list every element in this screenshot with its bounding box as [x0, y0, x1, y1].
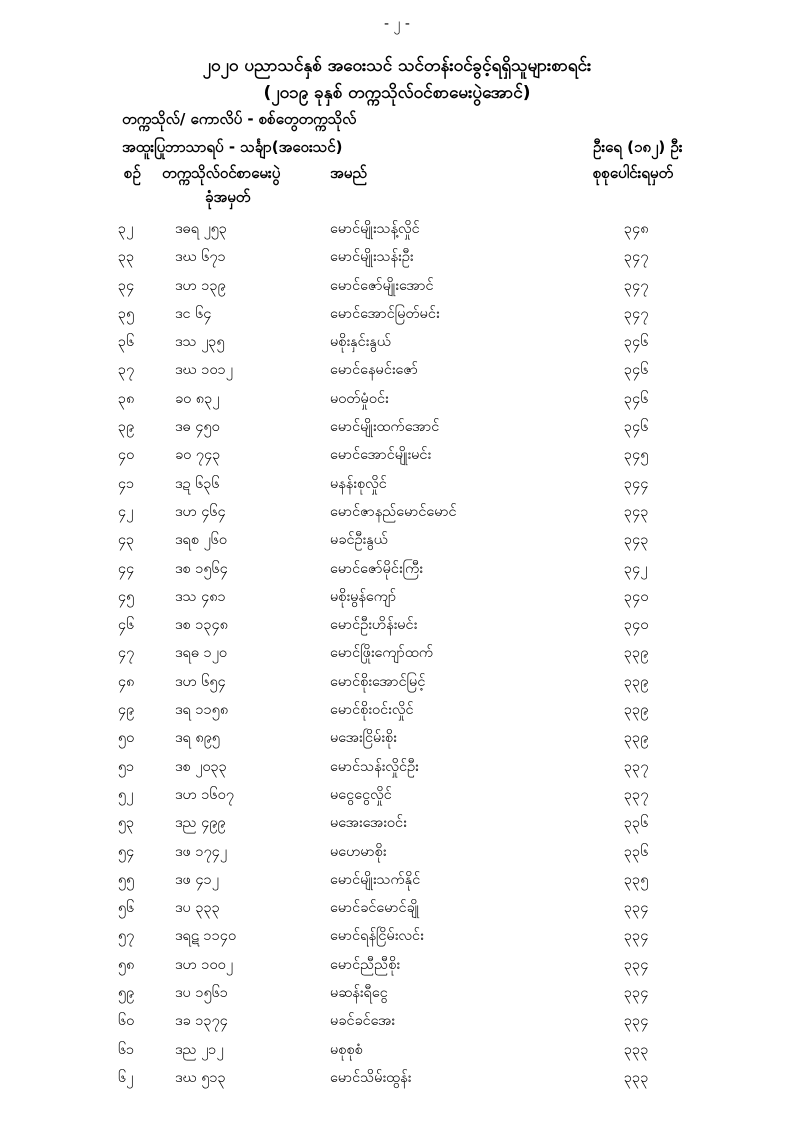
table-row — [0, 812, 794, 840]
student-name: မခင်ဦးနွယ် — [330, 532, 388, 549]
row-number: ၅၄ — [118, 843, 135, 860]
total-marks: ၃၃၉ — [624, 673, 649, 690]
row-number: ၄၇ — [118, 645, 135, 662]
student-name: မောင်သိမ်းထွန်း — [330, 1069, 412, 1086]
total-marks: ၃၃၃ — [624, 1069, 649, 1086]
table-row — [0, 784, 794, 812]
row-number: ၃၅ — [118, 305, 135, 322]
student-name: မခင်ခင်အေး — [330, 1013, 395, 1030]
student-name: မနန်းစုလှိုင် — [330, 475, 387, 492]
table-row — [0, 727, 794, 755]
student-name: မောင်ဇာနည်မောင်မောင် — [330, 503, 457, 520]
header-no: စဉ် — [124, 164, 141, 182]
table-row — [0, 869, 794, 897]
table-row — [0, 416, 794, 444]
total-marks: ၃၄၂ — [624, 560, 648, 577]
student-name: မောင်ခင်မောင်ချို — [330, 900, 420, 917]
row-number: ၅၇ — [118, 928, 135, 945]
roll-number: ဒရ ၈၉၅ — [175, 730, 221, 747]
student-name: မောင်ရန်ငြိမ်းလင်း — [330, 928, 424, 945]
student-name: မောင်ဖြိုးကျော်ထက် — [330, 645, 434, 662]
roll-number: ဒင ၆၄ — [175, 305, 212, 322]
row-number: ၅၉ — [118, 985, 135, 1002]
roll-number: ဒစ ၁၅၆၄ — [175, 560, 228, 577]
student-name: မအေးငြိမ်းစိုး — [330, 730, 397, 747]
student-name: မောင်ဇော်မျိုးအောင် — [330, 277, 434, 294]
student-name: မောင်ညီညီစိုး — [330, 956, 401, 973]
student-name: မစိုးနှင်းနွယ် — [330, 334, 391, 351]
table-row — [0, 642, 794, 670]
row-number: ၄၄ — [118, 560, 135, 577]
roll-number: ဒသ ၄၈၁ — [175, 588, 226, 605]
total-marks: ၃၄၆ — [624, 419, 649, 436]
student-name: မောင်မျိုးသက်နိုင် — [330, 871, 421, 888]
student-name: မောင်သန်းလှိုင်ဦး — [330, 758, 419, 775]
table-row — [0, 558, 794, 586]
row-number: ၄၈ — [118, 673, 135, 690]
roll-number: ဒရဋ ၁၁၄၀ — [175, 928, 237, 945]
row-number: ၄၃ — [118, 532, 135, 549]
total-marks: ၃၄၃ — [624, 503, 649, 520]
total-marks: ၃၄၇ — [624, 249, 649, 266]
row-number: ၃၉ — [118, 419, 135, 436]
roll-number: ဒဟ ၁၆၀၇ — [175, 786, 234, 803]
total-marks: ၃၃၉ — [624, 645, 649, 662]
student-name: မောင်စိုးအောင်မြင့် — [330, 673, 426, 690]
roll-number: ဒဟ ၁၃၉ — [175, 277, 226, 294]
row-number: ၃၇ — [118, 362, 135, 379]
total-marks: ၃၄၇ — [624, 305, 649, 322]
row-number: ၆၂ — [118, 1069, 134, 1086]
header-roll-number: တက္ကသိုလ်ဝင်စာမေးပွဲ — [162, 164, 281, 182]
table-row — [0, 444, 794, 472]
total-marks: ၃၃၉ — [624, 730, 649, 747]
table-row — [0, 473, 794, 501]
table-row — [0, 841, 794, 869]
student-name: မောင်အောင်မြတ်မင်း — [330, 305, 440, 322]
total-marks: ၃၄၀ — [624, 588, 649, 605]
roll-number: ဒသ ၂၃၅ — [175, 334, 225, 351]
table-row — [0, 246, 794, 274]
document-subtitle: (၂၀၁၉ ခုနှစ် တက္ကသိုလ်ဝင်စာမေးပွဲအောင်) — [263, 83, 531, 103]
table-row — [0, 925, 794, 953]
table-row — [0, 982, 794, 1010]
roll-number: ဒဍ ၆၃၆ — [175, 475, 220, 492]
total-marks: ၃၃၉ — [624, 702, 649, 719]
table-row — [0, 501, 794, 529]
row-number: ၅၃ — [118, 815, 135, 832]
student-name: မငွေငွေလှိုင် — [330, 786, 392, 803]
total-marks: ၃၃၄ — [624, 985, 649, 1002]
row-number: ၅၅ — [118, 871, 135, 888]
table-row — [0, 331, 794, 359]
table-row — [0, 614, 794, 642]
table-row — [0, 1039, 794, 1067]
row-number: ၄၆ — [118, 617, 135, 634]
student-name: မောင်မျိုးသန်းဦး — [330, 249, 414, 266]
roll-number: ဒပ ၃၃၃ — [175, 900, 220, 917]
header-roll-number-line2: ခုံအမှတ် — [205, 188, 251, 206]
total-marks: ၃၃၃ — [624, 1041, 649, 1058]
student-name: မဟေမာစိုး — [330, 843, 387, 860]
roll-number: ဒရဓ ၁၂၀ — [175, 645, 228, 662]
total-marks: ၃၄၃ — [624, 532, 649, 549]
student-name: မစုစုစံ — [330, 1041, 363, 1058]
row-number: ၃၆ — [118, 334, 135, 351]
table-row — [0, 897, 794, 925]
total-marks: ၃၃၄ — [624, 1013, 649, 1030]
roll-number: ဒဖ ၄၁၂ — [175, 871, 219, 888]
table-row — [0, 756, 794, 784]
total-marks: ၃၄၅ — [624, 447, 649, 464]
roll-number: ဒဓရ ၂၅၃ — [175, 221, 228, 237]
total-marks: ၃၄၄ — [624, 475, 649, 492]
roll-number: ဒပ ၁၅၆၁ — [175, 985, 229, 1002]
table-row — [0, 218, 794, 246]
table-row — [0, 303, 794, 331]
roll-number: ခဝ ၇၄၃ — [175, 447, 221, 464]
header-name: အမည် — [330, 164, 367, 182]
row-number: ၃၃ — [118, 249, 135, 266]
roll-number: ဒဟ ၆၅၄ — [175, 673, 226, 690]
total-marks: ၃၄၈ — [624, 221, 649, 237]
row-number: ၅၈ — [118, 956, 135, 973]
table-row — [0, 388, 794, 416]
row-number: ၅၆ — [118, 900, 135, 917]
page-number: - ၂ - — [384, 16, 410, 32]
student-name: မစိုးမွန်ကျော် — [330, 588, 397, 605]
roll-number: ဒည ၄၉၉ — [175, 815, 226, 832]
roll-number: ဒစ ၂၀၃၃ — [175, 758, 227, 775]
total-marks: ၃၄၆ — [624, 390, 649, 407]
total-marks: ၃၃၄ — [624, 956, 649, 973]
total-marks: ၃၃၆ — [624, 815, 649, 832]
student-name: မဆန်းရီငွေ — [330, 985, 388, 1002]
total-marks: ၃၄၀ — [624, 617, 649, 634]
total-marks: ၃၃၄ — [624, 928, 649, 945]
table-row — [0, 1067, 794, 1095]
row-number: ၃၄ — [118, 277, 135, 294]
roll-number: ဒရ ၁၁၅၈ — [175, 702, 229, 719]
row-number: ၅၂ — [118, 786, 134, 803]
row-number: ၄၅ — [118, 588, 135, 605]
roll-number: ဒဟ ၄၆၄ — [175, 503, 226, 520]
total-marks: ၃၄၆ — [624, 334, 649, 351]
student-name: မောင်နေမင်းဇော် — [330, 362, 419, 379]
row-number: ၆၁ — [118, 1041, 135, 1058]
roll-number: ဒဃ ၅၁၃ — [175, 1069, 226, 1086]
row-number: ၄၉ — [118, 702, 135, 719]
student-name: မောင်အောင်မျိုးမင်း — [330, 447, 432, 464]
total-marks: ၃၃၅ — [624, 871, 649, 888]
major-line: အထူးပြုဘာသာရပ် - သင်္ချာ(အဝေးသင်) — [122, 138, 343, 156]
document-title: ၂၀၂၀ ပညာသင်နှစ် အဝေးသင် သင်တန်းဝင်ခွင့်ရရှိသူများစာရင်း — [202, 56, 592, 76]
student-name: မအေးအေးဝင်း — [330, 815, 407, 832]
roll-number: ခဝ ၈၃၂ — [175, 390, 220, 407]
roll-number: ဒဃ ၆၇၁ — [175, 249, 226, 266]
row-number: ၅၁ — [118, 758, 135, 775]
row-number: ၃၂ — [118, 221, 134, 237]
total-marks: ၃၃၆ — [624, 843, 649, 860]
roll-number: ဒဖ ၁၇၄၂ — [175, 843, 228, 860]
university-line: တက္ကသိုလ်/ ကောလိပ် - စစ်တွေတက္ကသိုလ် — [122, 110, 357, 128]
table-row — [0, 671, 794, 699]
total-marks: ၃၄၇ — [624, 277, 649, 294]
headcount: ဦးရေ (၁၈၂) ဦး — [593, 138, 683, 156]
table-row — [0, 586, 794, 614]
total-marks: ၃၃၄ — [624, 900, 649, 917]
total-marks: ၃၃၇ — [624, 786, 649, 803]
table-row — [0, 275, 794, 303]
student-name: မောင်ဇော်မိုင်းကြီး — [330, 560, 423, 577]
total-marks: ၃၃၇ — [624, 758, 649, 775]
roll-number: ဒရစ ၂၆၀ — [175, 532, 228, 549]
roll-number: ဒခ ၁၃၇၄ — [175, 1013, 228, 1030]
table-row — [0, 359, 794, 387]
row-number: ၄၂ — [118, 503, 134, 520]
total-marks: ၃၄၆ — [624, 362, 649, 379]
student-name: မောင်စိုးဝင်းလှိုင် — [330, 702, 414, 719]
student-name: မောင်ဦးဟိန်းမင်း — [330, 617, 418, 634]
table-row — [0, 699, 794, 727]
roll-number: ဒဟ ၁၀၀၂ — [175, 956, 233, 973]
row-number: ၅၀ — [118, 730, 135, 747]
student-list — [0, 218, 794, 1095]
roll-number: ဒစ ၁၃၄၈ — [175, 617, 229, 634]
table-row — [0, 1010, 794, 1038]
header-total-marks: စုစုပေါင်းရမှတ် — [593, 164, 674, 182]
row-number: ၄၁ — [118, 475, 135, 492]
student-name: မောင်မျိုးထက်အောင် — [330, 419, 440, 436]
table-row — [0, 529, 794, 557]
roll-number: ဒဃ ၁၀၁၂ — [175, 362, 233, 379]
row-number: ၃၈ — [118, 390, 135, 407]
roll-number: ဒည ၂၁၂ — [175, 1041, 224, 1058]
student-name: မဝတ်မှုံဝင်း — [330, 390, 389, 407]
student-name: မောင်မျိုးသန့်လှိုင် — [330, 221, 420, 237]
table-row — [0, 954, 794, 982]
roll-number: ဒဓ ၄၅၀ — [175, 419, 220, 436]
row-number: ၆၀ — [118, 1013, 135, 1030]
row-number: ၄၀ — [118, 447, 135, 464]
